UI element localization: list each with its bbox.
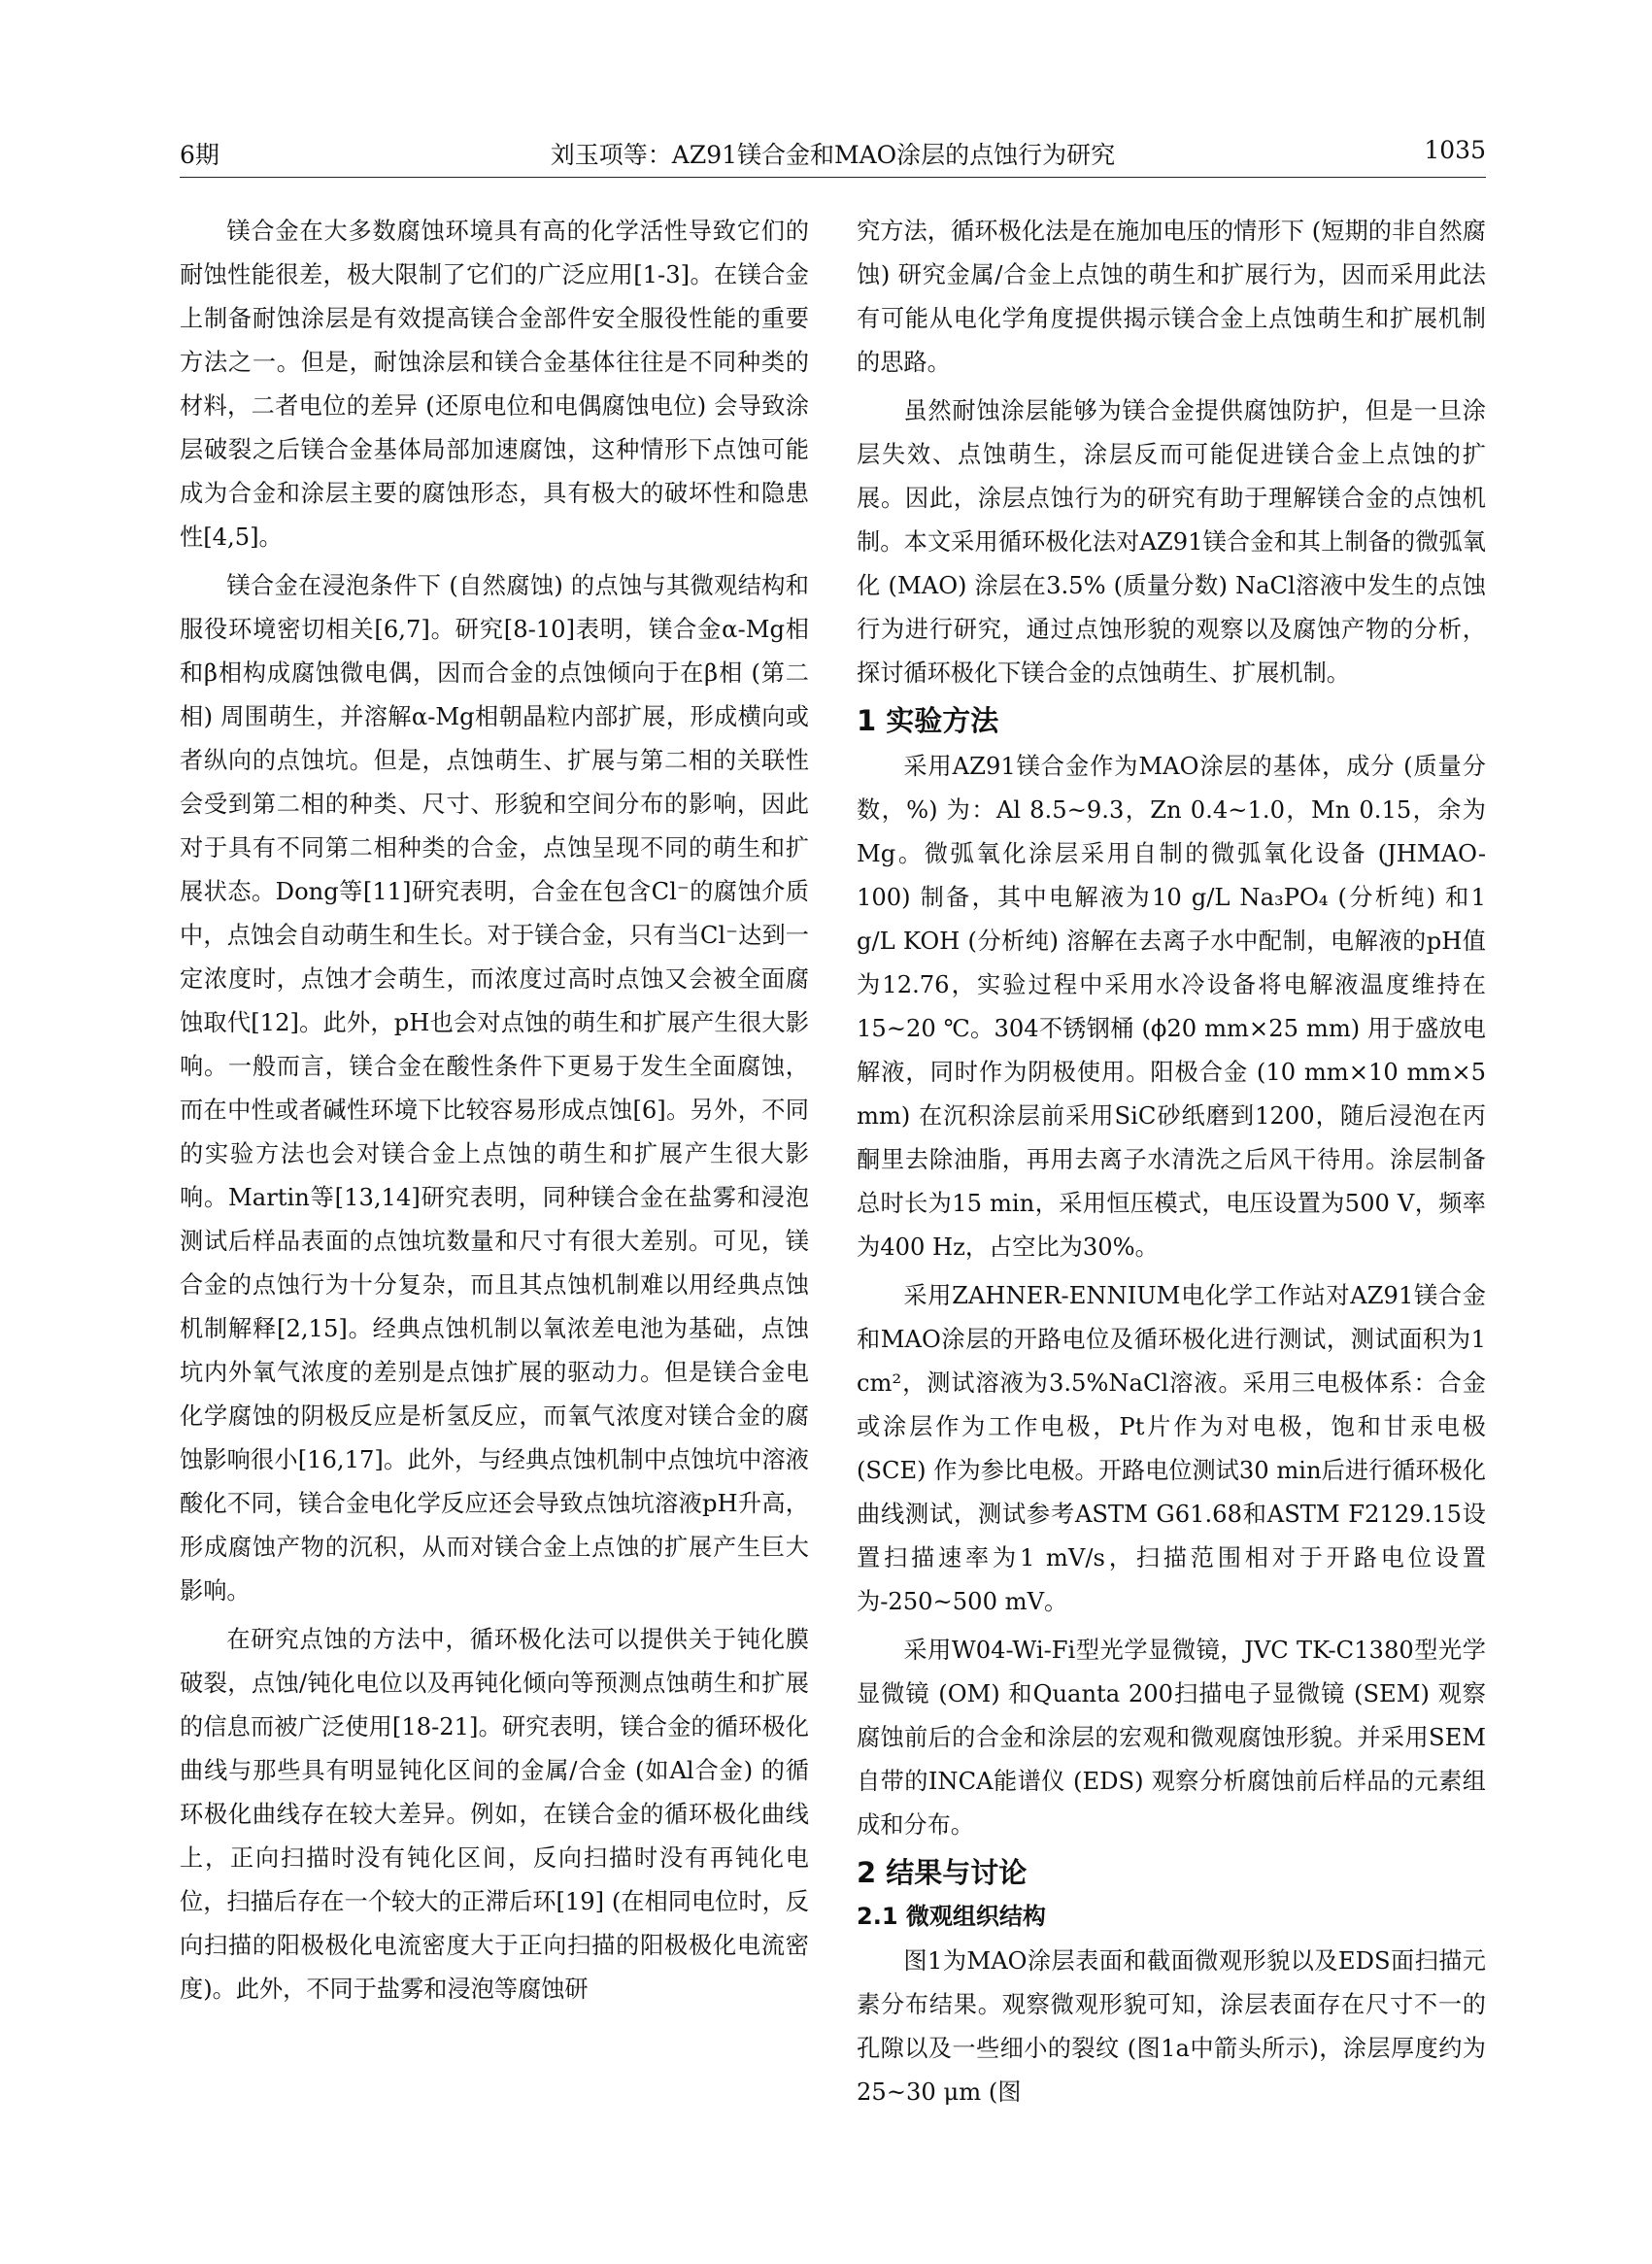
paragraph-intro-4: 虽然耐蚀涂层能够为镁合金提供腐蚀防护，但是一旦涂层失效、点蚀萌生，涂层反而可能促进镁合金上点蚀的扩展。因此，涂层点蚀行为的研究有助于理解镁合金的点蚀机制。本文采用循环极化法对AZ91镁合金和其上制备的微弧氧化 (MAO) 涂层在3.5% (质量分数) NaCl溶液中发生的点蚀行为进行研究，通过点蚀形貌的观察以及腐蚀产物的分析，探讨循环极化下镁合金的点蚀萌生、扩展机制。 [857,397,1486,687]
paragraph-continued: 究方法，循环极化法是在施加电压的情形下 (短期的非自然腐蚀) 研究金属/合金上点蚀的萌生和扩展行为，因而采用此法有可能从电化学角度提供揭示镁合金上点蚀萌生和扩展机制的思路。 [857,218,1486,376]
paragraph-microscopy: 采用W04-Wi-Fi型光学显微镜，JVC TK-C1380型光学显微镜 (OM) 和Quanta 200扫描电子显微镜 (SEM) 观察腐蚀前后的合金和涂层的宏观和微观腐蚀形貌。并采用SEM自带的INCA能谱仪 (EDS) 观察分析腐蚀前后样品的元素组成和分布。 [857,1637,1486,1839]
paragraph-intro-1: 镁合金在大多数腐蚀环境具有高的化学活性导致它们的耐蚀性能很差，极大限制了它们的广泛应用[1-3]。在镁合金上制备耐蚀涂层是有效提高镁合金部件安全服役性能的重要方法之一。但是，耐蚀涂层和镁合金基体往往是不同种类的材料，二者电位的差异 (还原电位和电偶腐蚀电位) 会导致涂层破裂之后镁合金基体局部加速腐蚀，这种情形下点蚀可能成为合金和涂层主要的腐蚀形态，具有极大的破坏性和隐患性[4,5]。 [180,218,809,551]
paragraph-materials: 采用AZ91镁合金作为MAO涂层的基体，成分 (质量分数，%) 为：Al 8.5~9.3，Zn 0.4~1.0，Mn 0.15，余为Mg。微弧氧化涂层采用自制的微弧氧化设备 (JHMAO-100) 制备，其中电解液为10 g/L Na₃PO₄ (分析纯) 和1 g/L KOH (分析纯) 溶解在去离子水中配制，电解液的pH值为12.76，实验过程中采用水冷设备将电解液温度维持在15~20 ℃。304不锈钢桶 (ϕ20 mm×25 mm) 用于盛放电解液，同时作为阴极使用。阳极合金 (10 mm×10 mm×5 mm) 在沉积涂层前采用SiC砂纸磨到1200，随后浸泡在丙酮里去除油脂，再用去离子水清洗之后风干待用。涂层制备总时长为15 min，采用恒压模式，电压设置为500 V，频率为400 Hz，占空比为30%。 [857,753,1486,1261]
left-column [180,210,809,2016]
paragraph-intro-2: 镁合金在浸泡条件下 (自然腐蚀) 的点蚀与其微观结构和服役环境密切相关[6,7]。研究[8-10]表明，镁合金α-Mg相和β相构成腐蚀微电偶，因而合金的点蚀倾向于在β相 (第二相) 周围萌生，并溶解α-Mg相朝晶粒内部扩展，形成横向或者纵向的点蚀坑。但是，点蚀萌生、扩展与第二相的关联性会受到第二相的种类、尺寸、形貌和空间分布的影响，因此对于具有不同第二相种类的合金，点蚀呈现不同的萌生和扩展状态。Dong等[11]研究表明，合金在包含Cl⁻的腐蚀介质中，点蚀会自动萌生和生长。对于镁合金，只有当Cl⁻达到一定浓度时，点蚀才会萌生，而浓度过高时点蚀又会被全面腐蚀取代[12]。此外，pH也会对点蚀的萌生和扩展产生很大影响。一般而言，镁合金在酸性条件下更易于发生全面腐蚀，而在中性或者碱性环境下比较容易形成点蚀[6]。另外，不同的实验方法也会对镁合金上点蚀的萌生和扩展产生很大影响。Martin等[13,14]研究表明，同种镁合金在盐雾和浸泡测试后样品表面的点蚀坑数量和尺寸有很大差别。可见，镁合金的点蚀行为十分复杂，而且其点蚀机制难以用经典点蚀机制解释[2,15]。经典点蚀机制以氧浓差电池为基础，点蚀坑内外氧气浓度的差别是点蚀扩展的驱动力。但是镁合金电化学腐蚀的阴极反应是析氢反应，而氧气浓度对镁合金的腐蚀影响很小[16,17]。此外，与经典点蚀机制中点蚀坑中溶液酸化不同，镁合金电化学反应还会导致点蚀坑溶液pH升高，形成腐蚀产物的沉积，从而对镁合金上点蚀的扩展产生巨大影响。 [180,572,809,1605]
header-rule [180,177,1486,178]
running-title: 刘玉项等：AZ91镁合金和MAO涂层的点蚀行为研究 [550,141,1116,169]
right-column [857,210,1486,2119]
page-number: 1035 [1424,136,1486,164]
issue-number: 6期 [180,141,219,169]
paragraph-microstructure: 图1为MAO涂层表面和截面微观形貌以及EDS面扫描元素分布结果。观察微观形貌可知，涂层表面存在尺寸不一的孔隙以及一些细小的裂纹 (图1a中箭头所示)，涂层厚度约为25~30 μm (图 [857,1947,1486,2106]
paragraph-electrochemistry: 采用ZAHNER-ENNIUM电化学工作站对AZ91镁合金和MAO涂层的开路电位及循环极化进行测试，测试面积为1 cm²，测试溶液为3.5%NaCl溶液。采用三电极体系：合金或涂层作为工作电极，Pt片作为对电极，饱和甘汞电极 (SCE) 作为参比电极。开路电位测试30 min后进行循环极化曲线测试，测试参考ASTM G61.68和ASTM F2129.15设置扫描速率为1 mV/s，扫描范围相对于开路电位设置为-250~500 mV。 [857,1282,1486,1615]
running-header [180,136,1486,175]
section-heading-results: 2 结果与讨论 [857,1856,1028,1889]
paragraph-intro-3: 在研究点蚀的方法中，循环极化法可以提供关于钝化膜破裂，点蚀/钝化电位以及再钝化倾向等预测点蚀萌生和扩展的信息而被广泛使用[18-21]。研究表明，镁合金的循环极化曲线与那些具有明显钝化区间的金属/合金 (如Al合金) 的循环极化曲线存在较大差异。例如，在镁合金的循环极化曲线上，正向扫描时没有钝化区间，反向扫描时没有再钝化电位，扫描后存在一个较大的正滞后环[19] (在相同电位时，反向扫描的阳极极化电流密度大于正向扫描的阳极极化电流密度)。此外，不同于盐雾和浸泡等腐蚀研 [180,1626,809,2003]
section-heading-methods: 1 实验方法 [857,704,999,737]
subsection-heading-microstructure: 2.1 微观组织结构 [857,1903,1046,1930]
